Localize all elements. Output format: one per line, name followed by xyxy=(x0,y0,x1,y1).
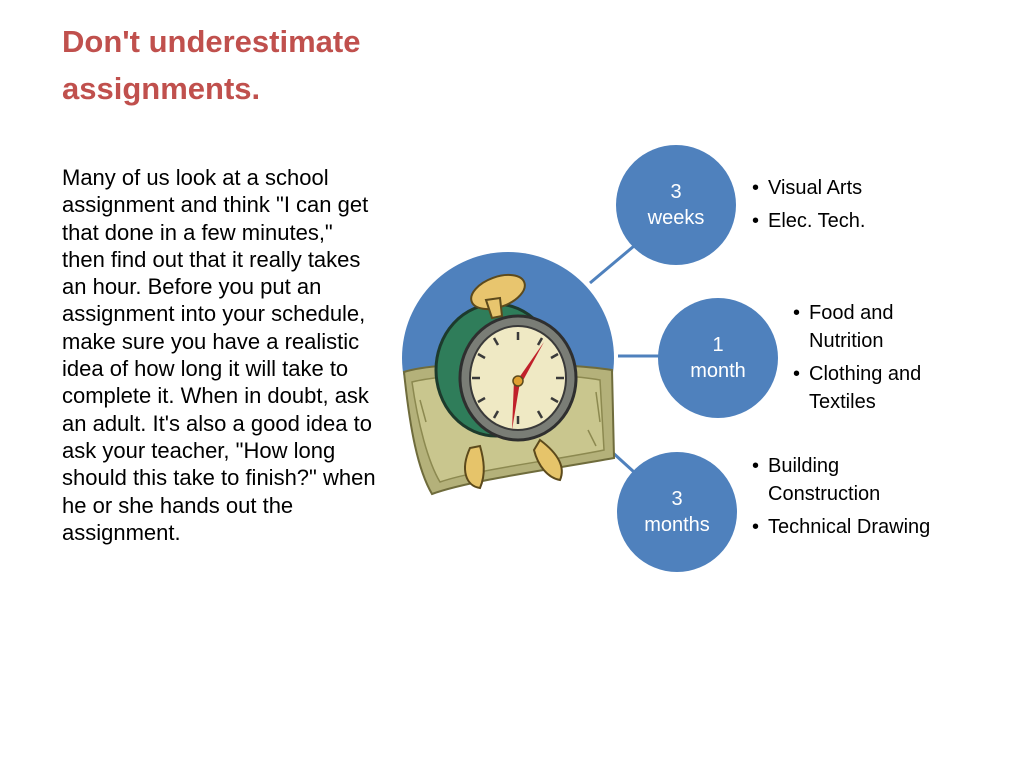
list-item: • Elec. Tech. xyxy=(752,207,952,235)
timeline-items-3-months xyxy=(752,452,932,546)
timeline-node-1-month xyxy=(658,298,778,418)
timeline-node-3-weeks xyxy=(616,145,736,265)
connector-line-1 xyxy=(590,246,634,283)
list-item: • Visual Arts xyxy=(752,174,952,202)
alarm-clock-icon xyxy=(402,252,614,494)
list-item: • Building Construction xyxy=(752,452,932,508)
list-item: • Technical Drawing xyxy=(752,513,932,541)
timeline-items-3-weeks xyxy=(752,174,952,240)
list-item: • Food and Nutrition xyxy=(793,299,973,355)
timeline-node-label: 3 weeks xyxy=(647,181,705,229)
list-item: • Clothing and Textiles xyxy=(793,360,973,416)
timeline-node-label: 3 months xyxy=(644,488,710,536)
slide-body-text: Many of us look at a school assignment and think "I can get that done in a few minutes," then find out that it really takes an hour. Before you put an assignment into your schedule, make sure you have a realistic idea of how long it will take to complete it. When in doubt, ask an adult. It's also a good idea to ask your teacher, "How long should this take to finish?" when he or she hands out the assignment. xyxy=(62,165,376,545)
timeline-node-3-months xyxy=(617,452,737,572)
slide-title: Don't underestimate assignments. xyxy=(62,24,361,106)
timeline-node-label: 1 month xyxy=(690,334,746,382)
timeline-items-1-month xyxy=(793,299,973,421)
connector-line-3 xyxy=(612,452,634,472)
